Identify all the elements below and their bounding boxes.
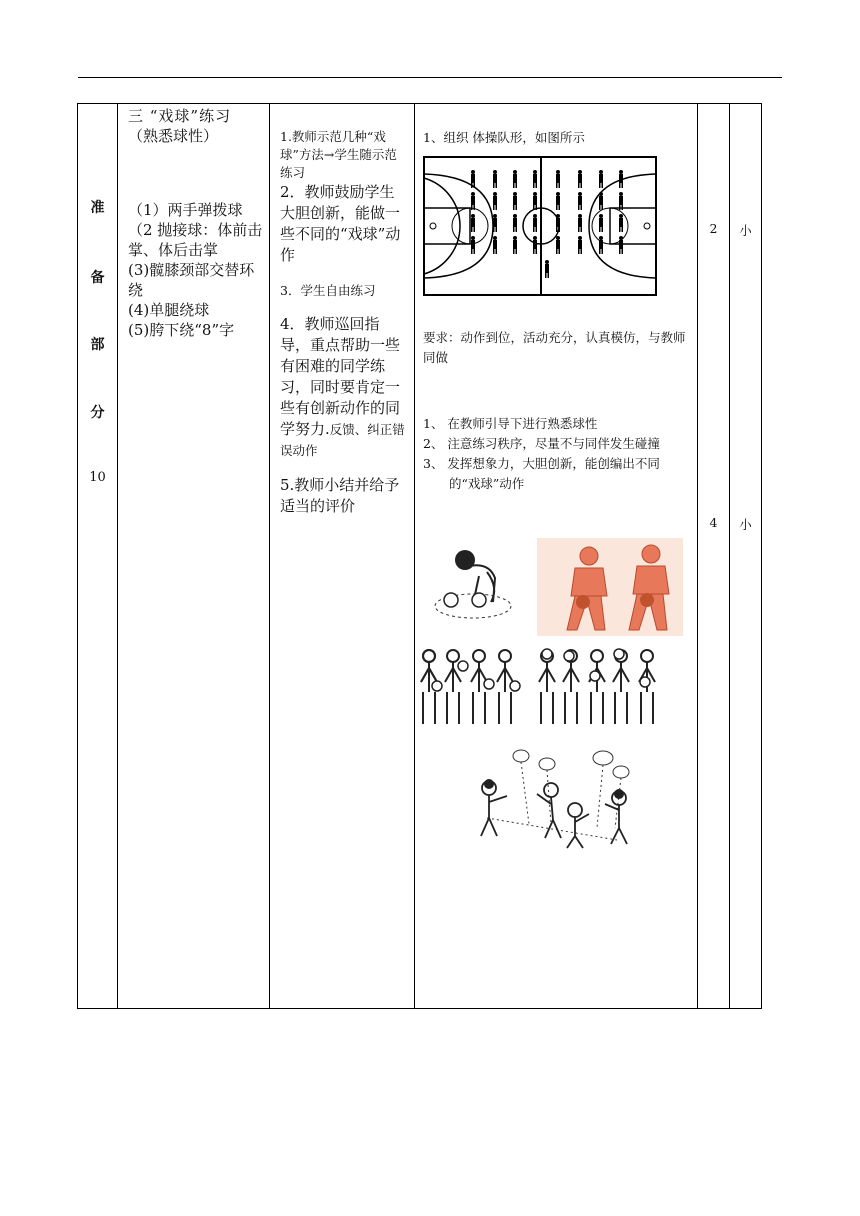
teacher-step-2: 2．教师鼓励学生大胆创新，能做一些不同的“戏球”动作 (280, 183, 401, 264)
teacher-step-3: 3．学生自由练习 (280, 283, 376, 298)
teacher-cell (270, 104, 415, 1009)
ball-drill-illustration-4 (467, 744, 647, 852)
court-formation-diagram (423, 156, 659, 300)
organization-list-item: 2、 注意练习秩序，尽量不与同伴发生碰撞 (423, 436, 660, 451)
organization-requirement: 要求：动作到位，活动充分，认真模仿，与教师同做 (423, 330, 686, 365)
teacher-step-4-feedback: 反馈、纠正错误动作 (280, 422, 405, 458)
section-char: 备 (90, 270, 105, 286)
content-item: （2 抛接球：体前击掌、体后击掌 (128, 221, 263, 259)
ball-drill-illustration-3 (419, 646, 683, 730)
content-item: （1）两手弹拨球 (128, 201, 243, 219)
organization-cell (415, 104, 698, 1009)
ball-drill-illustration-1 (429, 542, 519, 626)
time-value: 2 (709, 221, 718, 236)
teacher-step-5: 5.教师小结并给予适当的评价 (280, 476, 400, 515)
content-item: (5)胯下绕“8”字 (128, 321, 235, 339)
organization-list (423, 414, 689, 494)
section-char: 部 (90, 337, 105, 353)
organization-heading: 1、组织 体操队形，如图所示 (423, 130, 585, 145)
organization-list-item: 3、 发挥想象力，大胆创新，能创编出不同的“戏球”动作 (423, 456, 660, 491)
content-item: (4)单腿绕球 (128, 301, 210, 319)
section-cell (78, 104, 118, 1009)
organization-list-item: 1、 在教师引导下进行熟悉球性 (423, 416, 598, 431)
time-cell (698, 104, 730, 1009)
teacher-step-4: 4．教师巡回指导，重点帮助一些有困难的同学练习，同时要肯定一些有创新动作的同学努力. (280, 315, 401, 438)
intensity-cell (730, 104, 762, 1009)
content-item: (3)髋膝颈部交替环绕 (128, 261, 255, 299)
time-value: 4 (709, 515, 718, 530)
content-title: 三 “戏球”练习 (128, 107, 232, 125)
section-minutes: 10 (89, 470, 106, 485)
header-rule (78, 77, 782, 78)
lesson-plan-table (77, 103, 762, 1009)
teacher-step-1: 1.教师示范几种“戏球”方法→学生随示范练习 (280, 129, 397, 180)
ball-drill-illustration-2 (537, 538, 683, 636)
intensity-value: 小 (739, 517, 752, 532)
intensity-value: 小 (739, 223, 752, 238)
content-cell (118, 104, 270, 1009)
section-char: 准 (90, 200, 105, 216)
section-char: 分 (90, 405, 105, 421)
content-subtitle: （熟悉球性） (128, 127, 219, 145)
